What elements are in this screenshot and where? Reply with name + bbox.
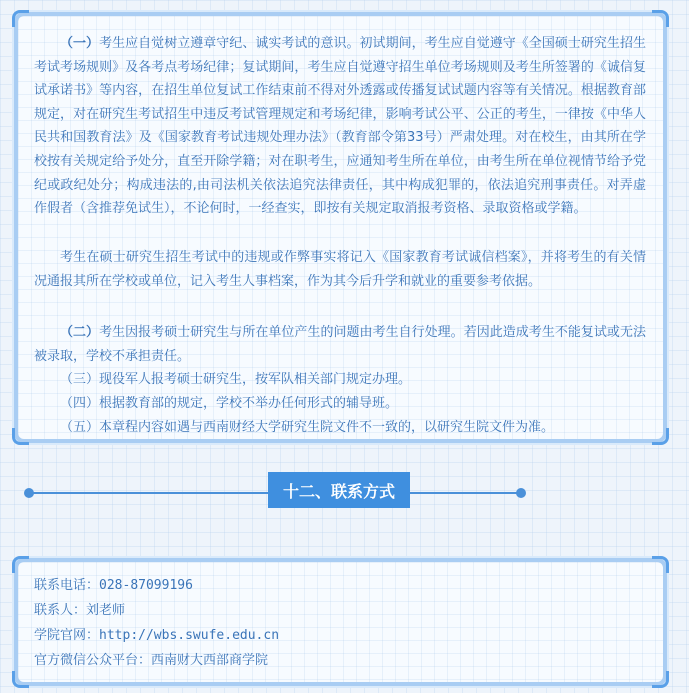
rule-paragraph-5 [34,416,646,440]
rule-index-5: （五） [60,420,100,435]
contact-person-row [34,599,125,622]
section-divider-left [28,492,268,494]
corner-decoration [652,10,669,27]
rule-index-4: （四） [60,396,100,411]
rule-text-3: 现役军人报考硕士研究生，按军队相关部门规定办理。 [99,372,412,387]
contact-card [14,558,667,686]
rule-paragraph-2 [34,321,646,368]
rule-text-5: 本章程内容如遇与西南财经大学研究生院文件不一致的，以研究生院文件为准。 [99,420,555,435]
contact-wechat-row [34,649,268,672]
contact-website-row [34,624,279,647]
contact-person: 刘老师 [86,603,126,618]
rule-index-1: （一） [60,36,100,51]
rule-text-4: 根据教育部的规定，学校不举办任何形式的辅导班。 [99,396,399,411]
corner-decoration [12,428,29,445]
divider-dot-left [24,488,34,498]
phone-number: 028-87099196 [99,578,193,593]
rule-text-integrity: 考生在硕士研究生招生考试中的违规或作弊事实将记入《国家教育考试诚信档案》，并将考生的有关情况通报其所在学校或单位，记入考生人事档案，作为其今后升学和就业的重要参考依据。 [34,250,646,289]
rule-paragraph-4 [34,392,646,416]
corner-decoration [652,556,669,573]
section-divider-right [410,492,520,494]
rule-paragraph-1 [34,32,646,221]
divider-dot-right [516,488,526,498]
rule-index-2: （二） [60,325,100,340]
rule-paragraph-integrity [34,246,646,293]
person-label: 联系人： [34,603,87,618]
phone-label: 联系电话： [34,578,100,593]
wechat-label: 官方微信公众平台： [34,653,152,668]
wechat-account: 西南财大西部商学院 [151,653,269,668]
rule-text-2: 考生因报考硕士研究生与所在单位产生的问题由考生自行处理。若因此造成考生不能复试或无法被录取，学校不承担责任。 [34,325,646,364]
website-link[interactable]: http://wbs.swufe.edu.cn [99,628,280,643]
section-heading: 十二、联系方式 [268,472,410,508]
rule-paragraph-3 [34,368,646,392]
rule-index-3: （三） [60,372,100,387]
corner-decoration [12,671,29,688]
website-label: 学院官网： [34,628,100,643]
rule-text-1: 考生应自觉树立遵章守纪、诚实考试的意识。初试期间，考生应自觉遵守《全国硕士研究生招生考试考场规则》及各考点考场纪律；复试期间，考生应自觉遵守招生单位考场规则及考生所签署的《诚信复试承诺书》等内容，在招生单位复试工作结束前不得对外透露或传播复试试题内容等有关情况。根据教育部规定，对在研究生考试招生中违反考试管理规定和考场纪律，影响考试公平、公正的考生，一律按《中华人民共和国教育法》及《国家教育考试违规处理办法》（教育部令第33号）严肃处理。对在校生，由其所在学校按有关规定给予处分，直至开除学籍；对在职考生，应通知考生所在单位，由考生所在单位视情节给予党纪或政纪处分；构成违法的,由司法机关依法追究法律责任，其中构成犯罪的，依法追究刑事责任。对弄虚作假者（含推荐免试生），不论何时，一经查实，即按有关规定取消报考资格、录取资格或学籍。 [34,36,646,217]
contact-phone-row [34,574,193,597]
regulations-card [14,12,667,443]
